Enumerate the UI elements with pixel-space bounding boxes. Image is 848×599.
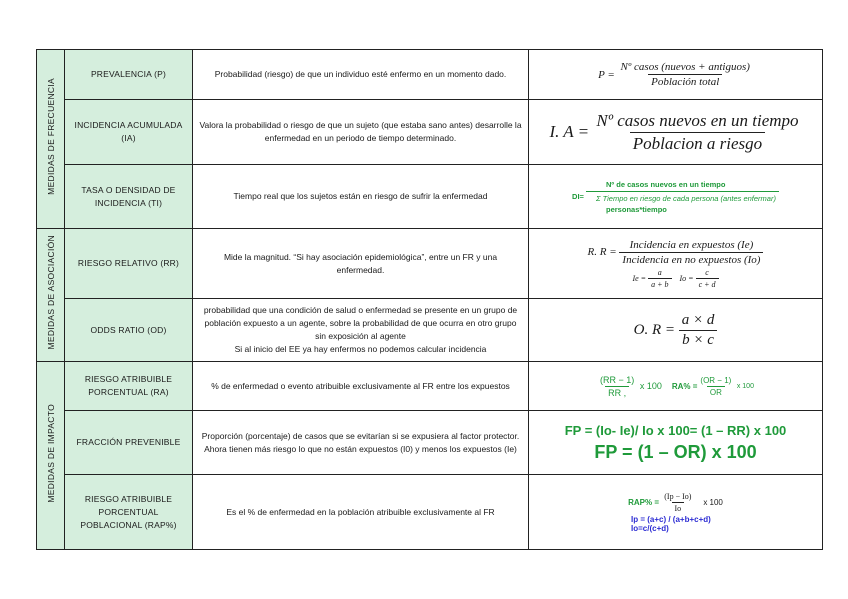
measure-formula — [529, 100, 823, 165]
group-label-impacto: MEDIDAS DE IMPACTO — [37, 362, 65, 550]
measure-name: FRACCIÓN PREVENIBLE — [65, 411, 193, 475]
measure-name: RIESGO RELATIVO (RR) — [65, 229, 193, 299]
measure-description: probabilidad que una condición de salud o enfermedad se presente en un grupo de población expuesto a un agente, sobre la probabilidad de que ocurra en otro grupo sin exposición al agente Si al inicio del EE ya hay enfermos no podemos calcular incidencia — [193, 299, 529, 362]
measure-name: RIESGO ATRIBUIBLE PORCENTUAL POBLACIONAL (RAP%) — [65, 475, 193, 550]
formula-numerator: a × d — [681, 311, 715, 328]
group-label-asociacion: MEDIDAS DE ASOCIACIÓN — [37, 229, 65, 362]
measure-description: Valora la probabilidad o riesgo de que un sujeto (que estaba sano antes) desarrolle la enfermedad en un periodo de tiempo determinado. — [193, 100, 529, 165]
formula-lhs: P = — [598, 68, 615, 81]
measure-name: TASA O DENSIDAD DE INCIDENCIA (TI) — [65, 165, 193, 229]
group-label-frecuencia: MEDIDAS DE FRECUENCIA — [37, 50, 65, 229]
formula-denominator: Io — [672, 502, 685, 513]
measure-description: Proporción (porcentaje) de casos que se evitarían si se expusiera al factor protector. Ahora tienen más riesgo lo que no están expuestos (I0) y menos los expuestos (Ie) — [193, 411, 529, 475]
formula-extra: personas*tiempo — [606, 204, 667, 214]
formula-ip: Ip = (a+c) / (a+b+c+d) — [631, 514, 711, 524]
measure-name: RIESGO ATRIBUIBLE PORCENTUAL (RA) — [65, 362, 193, 411]
table-row — [37, 411, 823, 475]
table-row — [37, 475, 823, 550]
epidemiology-measures-table — [36, 49, 823, 550]
measure-name: ODDS RATIO (OD) — [65, 299, 193, 362]
measure-description: Es el % de enfermedad en la población atribuible exclusivamente al FR — [193, 475, 529, 550]
formula-denominator: Σ Tiempo en riesgo de cada persona (antes enfermar) — [586, 191, 779, 204]
table-row — [37, 299, 823, 362]
formula-lhs: I. A = — [549, 122, 590, 141]
formula-lhs: DI= — [572, 192, 584, 201]
formula-numerator: Nº casos nuevos en un tiempo — [596, 110, 799, 130]
measure-name: INCIDENCIA ACUMULADA (IA) — [65, 100, 193, 165]
table-row — [37, 362, 823, 411]
table-row — [37, 165, 823, 229]
measure-formula: RAP% = $\frac{(Ip - Io)}{Io}$ x 100 Ip = (a+c) / (a+b+c+d) Io=c/(c+d) — [529, 475, 823, 550]
measure-formula — [529, 411, 823, 475]
formula-denominator: Población total — [648, 74, 722, 88]
formula-numerator: Nº de casos nuevos en un tiempo — [606, 179, 726, 189]
table-row — [37, 50, 823, 100]
formula-line: FP = (1 – OR) x 100 — [594, 441, 757, 462]
formula-numerator: (RR − 1) — [600, 374, 635, 385]
measure-formula — [529, 299, 823, 362]
table-row — [37, 229, 823, 299]
measure-formula: $\frac{(RR - 1)}{RR ,}$ x 100 RA% = $\frac{(OR - 1)}{OR}$ x 100 — [529, 362, 823, 411]
measure-formula — [529, 165, 823, 229]
formula-io: Io=c/(c+d) — [631, 523, 669, 533]
measure-formula: R. R = $\frac{\text{Incidencia en expuestos (Ie)}}{\text{Incidencia en no expuestos (Io)}}$ Ie = $\frac{a}{a + b}$ Io = $\frac{c}{c + d}$ — [529, 229, 823, 299]
table-row — [37, 100, 823, 165]
formula-numerator: Incidencia en expuestos (Ie) — [629, 238, 754, 251]
measure-description: % de enfermedad o evento atribuible exclusivamente al FR entre los expuestos — [193, 362, 529, 411]
formula-lhs: R. R = — [587, 246, 617, 258]
formula-denominator: b × c — [679, 330, 717, 349]
formula-denominator: Incidencia en no expuestos (Io) — [619, 252, 763, 266]
formula-denominator: Poblacion a riesgo — [630, 132, 765, 154]
formula-lhs: O. R = — [633, 321, 675, 338]
formula-line: FP = (Io- Ie)/ Io x 100= (1 – RR) x 100 — [564, 422, 787, 438]
formula-numerator: Nº casos (nuevos + antiguos) — [620, 61, 750, 73]
measure-description: Tiempo real que los sujetos están en riesgo de sufrir la enfermedad — [193, 165, 529, 229]
measure-description: Mide la magnitud. “Si hay asociación epidemiológica”, entre un FR y una enfermedad. — [193, 229, 529, 299]
measure-description: Probabilidad (riesgo) de que un individuo esté enfermo en un momento dado. — [193, 50, 529, 100]
measure-name: PREVALENCIA (P) — [65, 50, 193, 100]
formula-lhs: RAP% = — [628, 497, 660, 507]
formula-numerator: (Ip − Io) — [664, 491, 692, 501]
formula-denominator: RR , — [605, 386, 629, 398]
measure-formula — [529, 50, 823, 100]
